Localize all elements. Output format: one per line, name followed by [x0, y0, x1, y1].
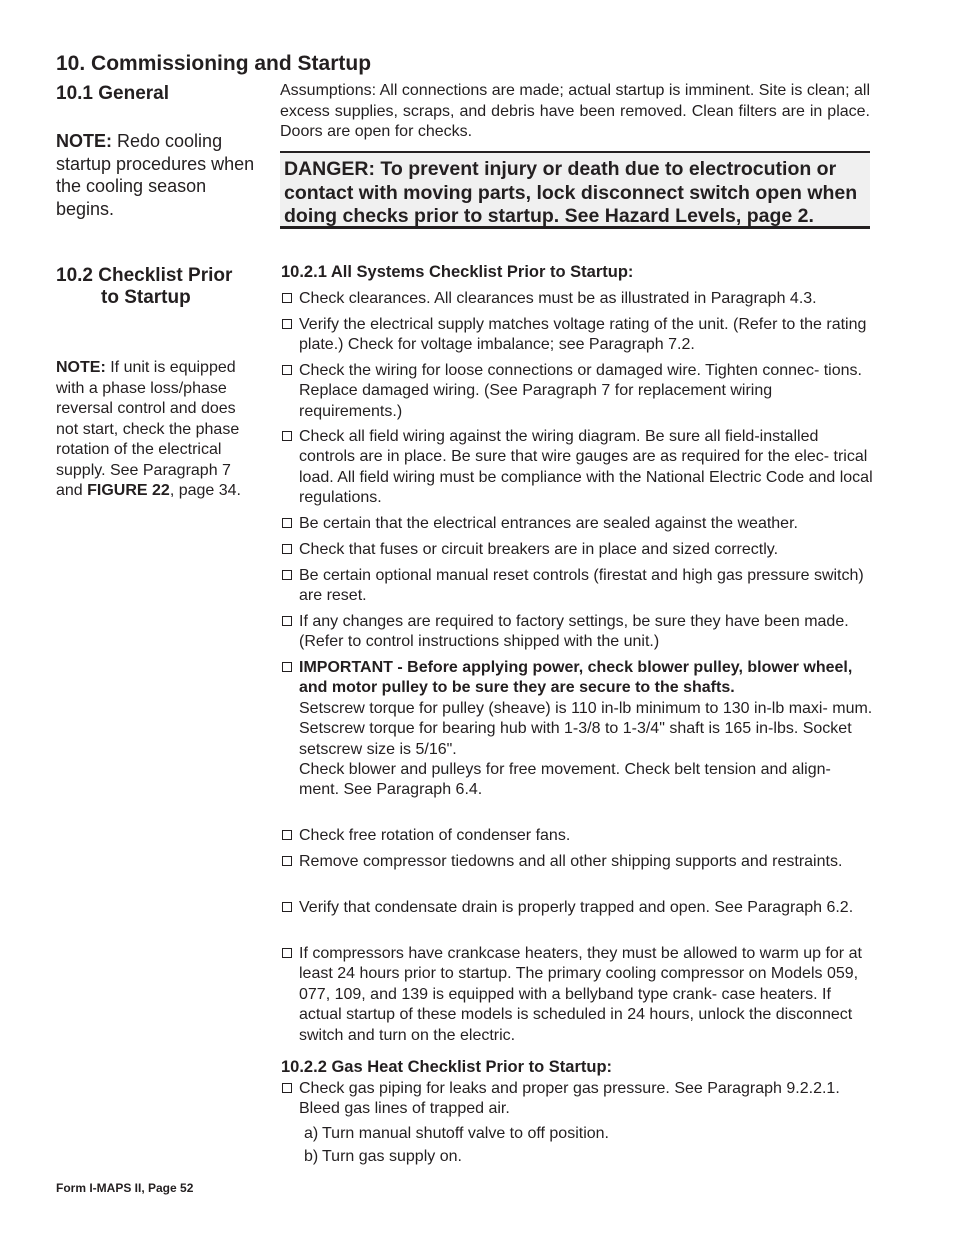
- important-checklist-item[interactable]: [281, 658, 873, 801]
- checklist-item[interactable]: [281, 566, 873, 607]
- all-systems-heading: 10.2.1 All Systems Checklist Prior to Startup:: [281, 263, 634, 281]
- assumptions-paragraph: Assumptions: All connections are made; actual startup is imminent. Site is clean; all excess supplies, scraps, and debris have been removed. Clean filters are in place. Doors are open for checks.: [280, 82, 870, 140]
- checklist-item-text: Verify that condensate drain is properly trapped and open. See Paragraph 6.2.: [299, 899, 854, 916]
- checklist-item[interactable]: [281, 898, 873, 918]
- checklist-item[interactable]: [281, 852, 873, 872]
- phase-note: [56, 358, 261, 502]
- checkbox-icon[interactable]: [282, 431, 292, 441]
- page-title: 10. Commissioning and Startup: [56, 52, 372, 75]
- page-footer: Form I-MAPS II, Page 52: [56, 1181, 194, 1195]
- phase-note-text-b: , page 34.: [169, 482, 241, 499]
- checkbox-icon[interactable]: [282, 902, 292, 912]
- checklist-heading: [56, 265, 256, 309]
- checklist-item-text: If compressors have crankcase heaters, they must be allowed to warm up for at least 24 hours prior to startup. The primary cooling compressor on Models 059, 077, 109, and 139 is equipped with a bellyband type crank- case heaters. If actual startup of these models is scheduled in 24 hours, unlock the disconnect switch and turn on the electric.: [299, 945, 862, 1044]
- checklist-heading-line1: 10.2 Checklist Prior: [56, 265, 233, 286]
- checklist-item[interactable]: [281, 361, 873, 422]
- checkbox-icon[interactable]: [282, 518, 292, 528]
- checkbox-icon[interactable]: [282, 544, 292, 554]
- note-label: NOTE:: [56, 131, 112, 151]
- checkbox-icon[interactable]: [282, 830, 292, 840]
- checklist-item-text: Check all field wiring against the wiring diagram. Be sure all field-installed controls are in place. Be sure that wire gauges are as required for the elec- trical load. All field wiring must be compliance with the National Electric Code and local regulations.: [299, 428, 873, 507]
- checkbox-icon[interactable]: [282, 1083, 292, 1093]
- checkbox-icon[interactable]: [282, 616, 292, 626]
- gas-heat-heading: 10.2.2 Gas Heat Checklist Prior to Startup:: [281, 1058, 613, 1076]
- sub-step-text: Turn gas supply on.: [322, 1148, 462, 1165]
- checklist-item[interactable]: [281, 1079, 873, 1120]
- checkbox-icon[interactable]: [282, 293, 292, 303]
- general-heading: 10.1 General: [56, 83, 170, 104]
- checklist-item[interactable]: [281, 514, 873, 534]
- checklist-item[interactable]: [281, 944, 873, 1046]
- sub-step-text: Turn manual shutoff valve to off position.: [322, 1125, 609, 1142]
- important-warning: IMPORTANT - Before applying power, check blower pulley, blower wheel, and motor pulley to be sure they are secure to the shafts.: [299, 659, 853, 697]
- checkbox-icon[interactable]: [282, 948, 292, 958]
- checklist-item[interactable]: [281, 612, 873, 653]
- figure-reference: FIGURE 22: [87, 482, 170, 499]
- danger-text: DANGER: To prevent injury or death due to electrocution or contact with moving parts, lock disconnect switch open when doing checks prior to startup. See Hazard Levels, page 2.: [284, 158, 858, 227]
- note-text: Redo cooling startup procedures when the cooling season begins.: [56, 131, 255, 219]
- sub-step-label: a): [304, 1125, 319, 1142]
- sub-step-label: b): [304, 1148, 319, 1165]
- checklist-item[interactable]: [281, 826, 873, 846]
- checklist-heading-line2: to Startup: [101, 287, 191, 308]
- checklist-item[interactable]: [281, 540, 873, 560]
- checklist-item-text: If any changes are required to factory settings, be sure they have been made. (Refer to control instructions shipped with the unit.): [299, 613, 849, 651]
- important-line: Setscrew torque for bearing hub with 1-3/8 to 1-3/4" shaft is 165 in-lbs. Socket setscrew size is 5/16".: [299, 720, 852, 758]
- checklist-item-text: Check clearances. All clearances must be as illustrated in Paragraph 4.3.: [299, 290, 817, 307]
- phase-note-label: NOTE:: [56, 359, 106, 376]
- checklist-item-text: Be certain that the electrical entrances are sealed against the weather.: [299, 515, 798, 532]
- checkbox-icon[interactable]: [282, 319, 292, 329]
- checklist-item[interactable]: [281, 315, 873, 356]
- phase-note-text-a: If unit is equipped with a phase loss/phase reversal control and does not start, check the phase rotation of the electrical supply. See Paragraph 7 and: [56, 359, 240, 499]
- cooling-note: [56, 130, 256, 220]
- checklist-item-text: Remove compressor tiedowns and all other shipping supports and restraints.: [299, 853, 843, 870]
- checklist-item-text: Check the wiring for loose connections or damaged wire. Tighten connec- tions. Replace damaged wiring. (See Paragraph 7 for replacement wiring requirements.): [299, 362, 862, 420]
- important-content: [299, 658, 873, 801]
- sub-step-b: [304, 1147, 462, 1167]
- checklist-item-text: Check that fuses or circuit breakers are in place and sized correctly.: [299, 541, 779, 558]
- checkbox-icon[interactable]: [282, 856, 292, 866]
- important-line: Check blower and pulleys for free movement. Check belt tension and align- ment. See Paragraph 6.4.: [299, 761, 831, 799]
- checklist-item-text: Check free rotation of condenser fans.: [299, 827, 571, 844]
- sub-step-a: [304, 1124, 609, 1144]
- important-line: Setscrew torque for pulley (sheave) is 110 in-lb minimum to 130 in-lb maxi- mum.: [299, 699, 873, 717]
- checkbox-icon[interactable]: [282, 365, 292, 375]
- checklist-item[interactable]: [281, 289, 873, 309]
- checkbox-icon[interactable]: [282, 662, 292, 672]
- danger-box: [280, 151, 870, 229]
- checklist-item-text: Check gas piping for leaks and proper gas pressure. See Paragraph 9.2.2.1. Bleed gas lines of trapped air.: [299, 1080, 840, 1118]
- checkbox-icon[interactable]: [282, 570, 292, 580]
- checklist-item-text: Verify the electrical supply matches voltage rating of the unit. (Refer to the rating plate.) Check for voltage imbalance; see Paragraph 7.2.: [299, 316, 867, 354]
- checklist-item[interactable]: [281, 427, 873, 509]
- checklist-item-text: Be certain optional manual reset controls (firestat and high gas pressure switch) are reset.: [299, 567, 864, 605]
